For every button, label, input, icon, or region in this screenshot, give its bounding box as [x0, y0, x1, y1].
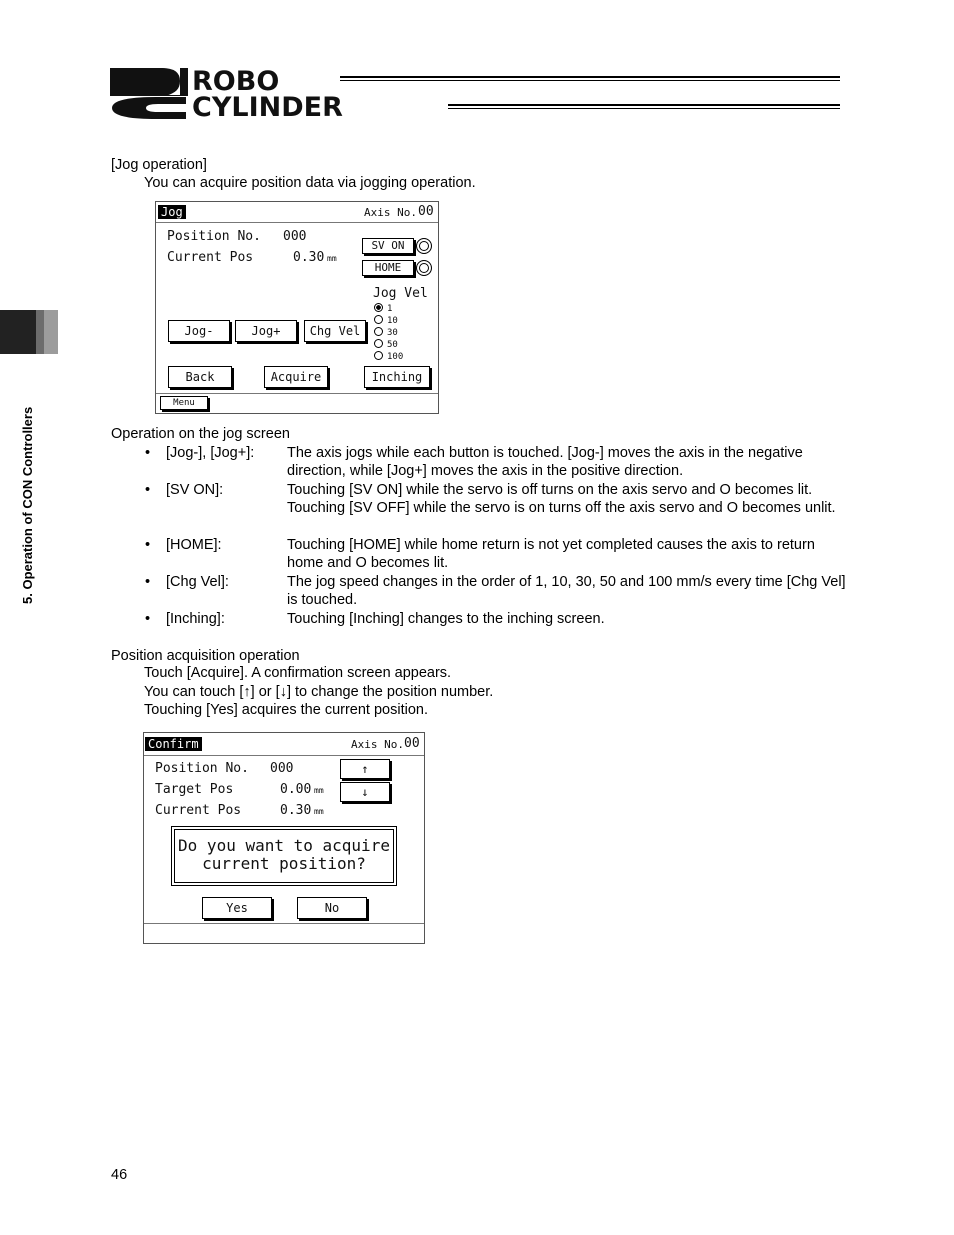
confirm-message-line-2: current position?	[202, 854, 366, 873]
confirm-position-no-value: 000	[270, 761, 294, 776]
jog-axis-value: 00	[418, 204, 434, 219]
velocity-option-100[interactable]: 100	[374, 351, 403, 362]
yes-button[interactable]: Yes	[202, 897, 272, 919]
radio-icon	[374, 339, 383, 348]
inching-button[interactable]: Inching	[364, 366, 430, 388]
confirm-target-pos-value: 0.00	[280, 782, 312, 797]
acq-line-2: You can touch [↑] or [↓] to change the position number.	[144, 684, 494, 700]
radio-icon	[374, 315, 383, 324]
jog-minus-button[interactable]: Jog-	[168, 320, 230, 342]
home-lamp-icon	[416, 260, 432, 276]
jog-current-pos-value: 0.30	[293, 250, 325, 265]
acq-line-3: Touching [Yes] acquires the current position.	[144, 702, 428, 718]
jog-current-pos-label: Current Pos	[167, 250, 254, 265]
jog-position-no-label: Position No.	[167, 229, 261, 244]
jog-vel-label: Jog Vel	[373, 286, 428, 301]
jog-section-intro: You can acquire position data via jogging operation.	[144, 175, 476, 191]
jog-screen	[155, 201, 439, 414]
header-rule-4	[448, 108, 840, 109]
position-up-button[interactable]	[340, 759, 390, 779]
home-button[interactable]: HOME	[362, 260, 414, 276]
sv-on-button[interactable]: SV ON	[362, 238, 414, 254]
header-rule-3	[448, 104, 840, 106]
acquire-button[interactable]: Acquire	[264, 366, 328, 388]
velocity-option-1[interactable]: 1	[374, 303, 392, 314]
no-button[interactable]: No	[297, 897, 367, 919]
jog-screen-title: Jog	[158, 205, 186, 219]
confirm-message-box	[171, 826, 397, 886]
jog-ops-title: Operation on the jog screen	[111, 426, 290, 442]
confirm-current-pos-unit: mm	[314, 807, 324, 816]
velocity-option-10[interactable]: 10	[374, 315, 398, 326]
confirm-screen	[143, 732, 425, 944]
chapter-tab-block	[0, 310, 58, 354]
logo-text-robo: ROBO	[192, 66, 280, 97]
confirm-current-pos-label: Current Pos	[155, 803, 242, 818]
confirm-axis-label: Axis No.	[351, 738, 404, 751]
chg-vel-button[interactable]: Chg Vel	[304, 320, 366, 342]
jog-plus-button[interactable]: Jog+	[235, 320, 297, 342]
arrow-down-icon: ↓	[361, 785, 369, 799]
confirm-axis-value: 00	[404, 736, 420, 751]
jog-section-title: [Jog operation]	[111, 157, 207, 173]
logo-text-cylinder: CYLINDER	[192, 92, 343, 120]
position-down-button[interactable]	[340, 782, 390, 802]
radio-selected-icon	[374, 303, 383, 312]
header-rule-1	[340, 76, 840, 78]
acq-title: Position acquisition operation	[111, 648, 300, 664]
jog-position-no-value: 000	[283, 229, 307, 244]
confirm-target-pos-unit: mm	[314, 786, 324, 795]
radio-icon	[374, 351, 383, 360]
radio-icon	[374, 327, 383, 336]
jog-axis-label: Axis No.	[364, 206, 417, 219]
confirm-position-no-label: Position No.	[155, 761, 249, 776]
velocity-option-30[interactable]: 30	[374, 327, 398, 338]
sv-on-lamp-icon	[416, 238, 432, 254]
confirm-message-line-1: Do you want to acquire	[178, 836, 390, 855]
page-number: 46	[111, 1167, 128, 1183]
back-button[interactable]: Back	[168, 366, 232, 388]
arrow-up-icon: ↑	[361, 762, 369, 776]
acq-line-1: Touch [Acquire]. A confirmation screen appears.	[144, 665, 452, 681]
chapter-tab-label: 5. Operation of CON Controllers	[20, 406, 35, 604]
confirm-target-pos-label: Target Pos	[155, 782, 234, 797]
header-rule-2	[340, 80, 840, 81]
robo-cylinder-logo	[108, 66, 443, 120]
velocity-option-50[interactable]: 50	[374, 339, 398, 350]
jog-current-pos-unit: mm	[327, 254, 337, 263]
confirm-current-pos-value: 0.30	[280, 803, 312, 818]
menu-button[interactable]: Menu	[160, 396, 208, 410]
confirm-screen-title: Confirm	[145, 737, 202, 751]
